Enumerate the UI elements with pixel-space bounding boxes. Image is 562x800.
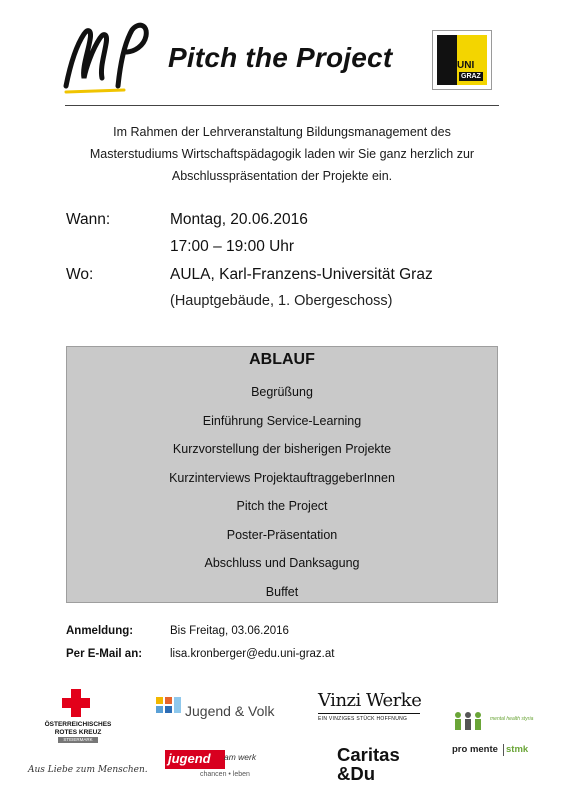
event-date: Montag, 20.06.2016 (170, 211, 308, 228)
event-location-detail: (Hauptgebäude, 1. Obergeschoss) (170, 293, 393, 309)
schedule-item: Kurzvorstellung der bisherigen Projekte (172, 442, 392, 456)
schedule-item: Poster-Präsentation (226, 527, 338, 542)
uni-graz-logo (432, 30, 492, 90)
jugend-volk-logo-icon (174, 697, 181, 713)
page-title: Pitch the Project (168, 42, 393, 73)
pro-mente-name: pro mente (452, 744, 498, 755)
jugend-volk-logo-icon (156, 697, 163, 704)
jugend-am-werk-suffix: am werk (224, 752, 257, 762)
registration-deadline: Bis Freitag, 03.06.2016 (170, 625, 289, 637)
pitch-logo-icon (62, 16, 150, 94)
jugend-am-werk-word: jugend (168, 751, 211, 766)
intro-line: Masterstudiums Wirtschaftspädagogik laden wir Sie ganz herzlich zur (89, 147, 475, 161)
jugend-volk-logo-icon (156, 706, 163, 713)
vinzi-divider (318, 713, 420, 714)
red-cross-name: ÖSTERREICHISCHES ROTES KREUZ (44, 721, 112, 736)
schedule-list (67, 384, 497, 612)
schedule-box (66, 346, 498, 603)
jugend-volk-name: Jugend & Volk (185, 703, 275, 719)
schedule-title: ABLAUF (249, 351, 315, 368)
intro-text (60, 121, 504, 187)
schedule-item: Pitch the Project (236, 499, 328, 513)
vinzi-tagline: EIN VINZIGES STÜCK HOFFNUNG (318, 716, 408, 722)
schedule-item: Kurzinterviews ProjektauftraggeberInnen (169, 470, 395, 485)
jugend-am-werk-tagline: chancen • leben (200, 771, 250, 778)
schedule-item: Begrüßung (251, 385, 313, 399)
red-cross-badge: STEIERMARK (58, 737, 98, 743)
pro-mente-divider (503, 744, 504, 756)
header-divider (65, 105, 499, 106)
event-time: 17:00 – 19:00 Uhr (170, 238, 295, 255)
intro-line: Im Rahmen der Lehrveranstaltung Bildungsmanagement des (113, 125, 451, 139)
email-label: Per E-Mail an: (66, 648, 143, 660)
intro-line: Abschlusspräsentation der Projekte ein. (171, 169, 393, 183)
event-location: AULA, Karl-Franzens-Universität Graz (170, 266, 433, 283)
uni-logo-text: UNI (457, 60, 475, 71)
registration-email[interactable]: lisa.kronberger@edu.uni-graz.at (170, 648, 335, 660)
jugend-volk-logo-icon (165, 706, 172, 713)
schedule-item: Einführung Service-Learning (202, 413, 362, 428)
schedule-item: Buffet (265, 584, 299, 599)
pro-mente-tagline: mental health styria (490, 716, 534, 722)
red-cross-slogan: Aus Liebe zum Menschen. (28, 765, 148, 775)
red-cross-icon (62, 698, 90, 708)
when-label: Wann: (66, 211, 111, 228)
pro-mente-stmk: stmk (506, 744, 529, 755)
where-label: Wo: (66, 266, 94, 283)
jugend-volk-logo-icon (165, 697, 172, 704)
vinzi-werke-name: Vinzi Werke (318, 690, 422, 711)
graz-logo-text: GRAZ (461, 73, 481, 80)
caritas-logo: Caritas &Du (337, 744, 400, 784)
registration-label: Anmeldung: (66, 625, 134, 637)
schedule-item: Abschluss und Danksagung (204, 556, 360, 570)
